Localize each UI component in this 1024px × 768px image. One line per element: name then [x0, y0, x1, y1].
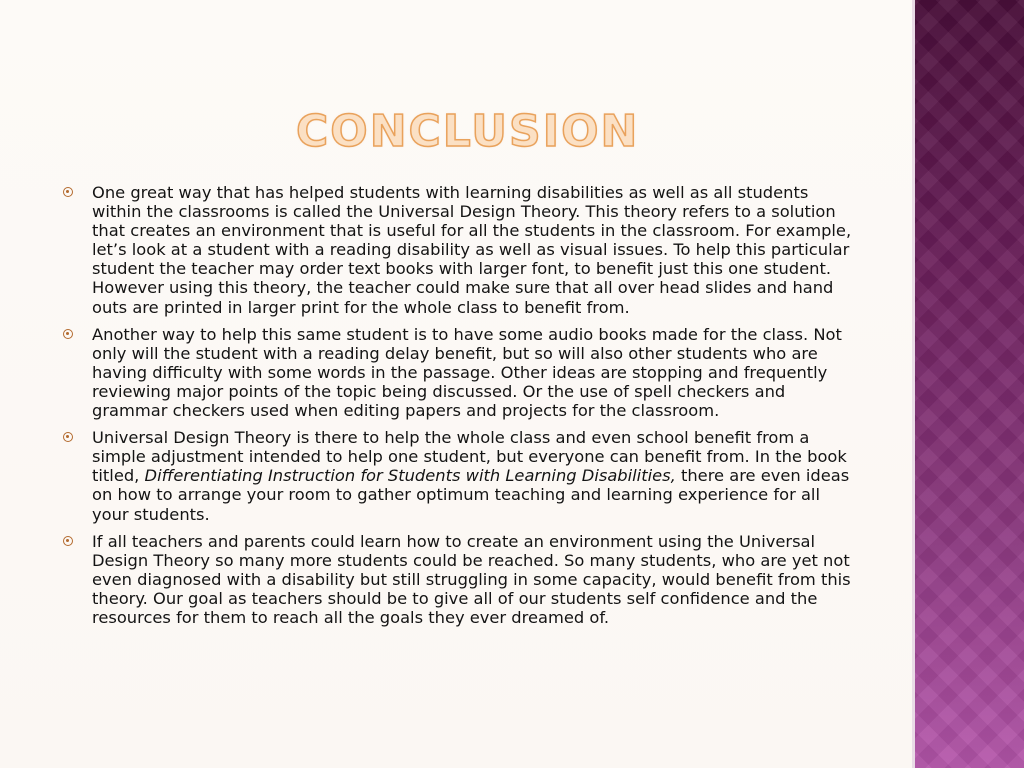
bullet-text: If all teachers and parents could learn how to create an environment using the Universal Design Theory so many more students could be reached. So many students, who are yet not even diagnosed with a disability but still struggling in some capacity, would benefit from this theory. Our goal as teachers should be to give all of our students self confidence and the resources for them to reach all the goals they ever dreamed of.: [92, 531, 851, 627]
bullet-list: [62, 183, 852, 635]
bullet-text: One great way that has helped students with learning disabilities as well as all students within the classrooms is called the Universal Design Theory. This theory refers to a solution that creates an environment that is useful for all the students in the classroom. For example, let’s look at a student with a reading disability as well as visual issues. To help this particular student the teacher may order text books with larger font, to benefit just this one student. However using this theory, the teacher could make sure that all over head slides and hand outs are printed in larger print for the whole class to benefit from.: [92, 183, 852, 317]
bullet-text-before: Universal Design Theory is there to help the whole class and even school benefit from a simple adjustment intended to help one student, but everyone can benefit from. In the book titled,: [92, 428, 847, 486]
book-title: Differentiating Instruction for Students with Learning Disabilities,: [144, 466, 676, 486]
bullet-text: Another way to help this same student is to have some audio books made for the class. Not only will the student with a reading delay benefit, but so will also other students who are having difficulty with some words in the passage. Other ideas are stopping and frequently reviewing major points of the topic being discussed. Or the use of spell checkers and grammar checkers used when editing papers and projects for the classroom.: [92, 324, 842, 421]
circled-dot-bullet-icon: [63, 187, 73, 197]
decorative-side-band: [912, 0, 1024, 768]
circled-dot-bullet-icon: [63, 329, 73, 339]
circled-dot-bullet-icon: [63, 536, 73, 546]
bullet-item: [62, 183, 852, 317]
circled-dot-bullet-icon: [63, 432, 73, 442]
bullet-item: [62, 325, 852, 420]
bullet-item: [62, 428, 852, 523]
bullet-item: [62, 532, 852, 627]
slide-title: CONCLUSION: [296, 106, 640, 157]
bullet-text-after: there are even ideas on how to arrange your room to gather optimum teaching and learning experience for all your students.: [92, 466, 850, 524]
